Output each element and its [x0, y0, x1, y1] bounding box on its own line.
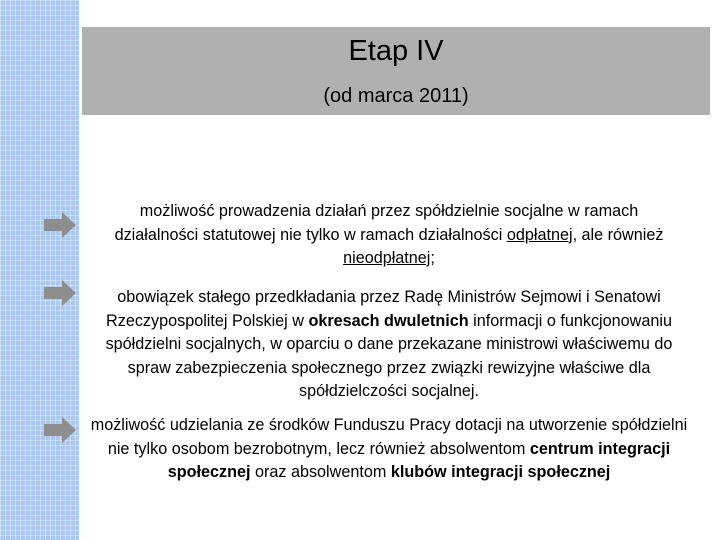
slide-subtitle: (od marca 2011) [323, 85, 469, 107]
bullet-reporting-obligation [100, 286, 678, 404]
bullet-2-text: obowiązek stałego przedkładania przez Radę Ministrów Sejmowi i Senatowi Rzeczypospolitej Polskiej w [106, 288, 661, 330]
bullet-3-text: możliwość udzielania ze środków Funduszu Pracy dotacji na utworzenie spółdzielni nie tylko osobom bezrobotnym, lecz również absolwentom [90, 416, 688, 458]
bullet-1-underlined-unpaid: nieodpłatnej [343, 249, 431, 267]
bullet-labour-fund-grants [90, 414, 688, 485]
bullet-1-text-end: ; [430, 249, 435, 267]
right-arrow-icon [44, 417, 76, 443]
decorative-side-strip [0, 0, 79, 540]
right-arrow-icon [44, 280, 76, 306]
bullet-2-bold-two-year: okresach dwuletnich [308, 311, 469, 330]
bullet-2-text-end: informacji o funkcjonowaniu spółdzielni socjalnych, w oparciu o dane przekazane ministrowi właściwemu do spraw zabezpieczenia społecznego przez związki rewizyjne właściwe dla spółdzielczości socjalnej. [105, 311, 673, 400]
title-band [82, 27, 710, 115]
bullet-3-bold-cis: centrum integracji społecznej [167, 439, 671, 481]
bullet-paid-unpaid-activity [102, 200, 676, 271]
bullet-3-bold-kis: klubów integracji społecznej [390, 463, 611, 481]
right-arrow-icon [44, 212, 76, 238]
slide-title: Etap IV [348, 35, 444, 67]
bullet-1-text: możliwość prowadzenia działań przez spółdzielnie socjalne w ramach działalności statutowej nie tylko w ramach działalności [114, 202, 639, 244]
bullet-1-text-mid: , ale również [572, 225, 664, 244]
bullet-1-underlined-paid: odpłatnej [506, 225, 573, 244]
bullet-3-text-mid: oraz absolwentom [250, 463, 391, 481]
